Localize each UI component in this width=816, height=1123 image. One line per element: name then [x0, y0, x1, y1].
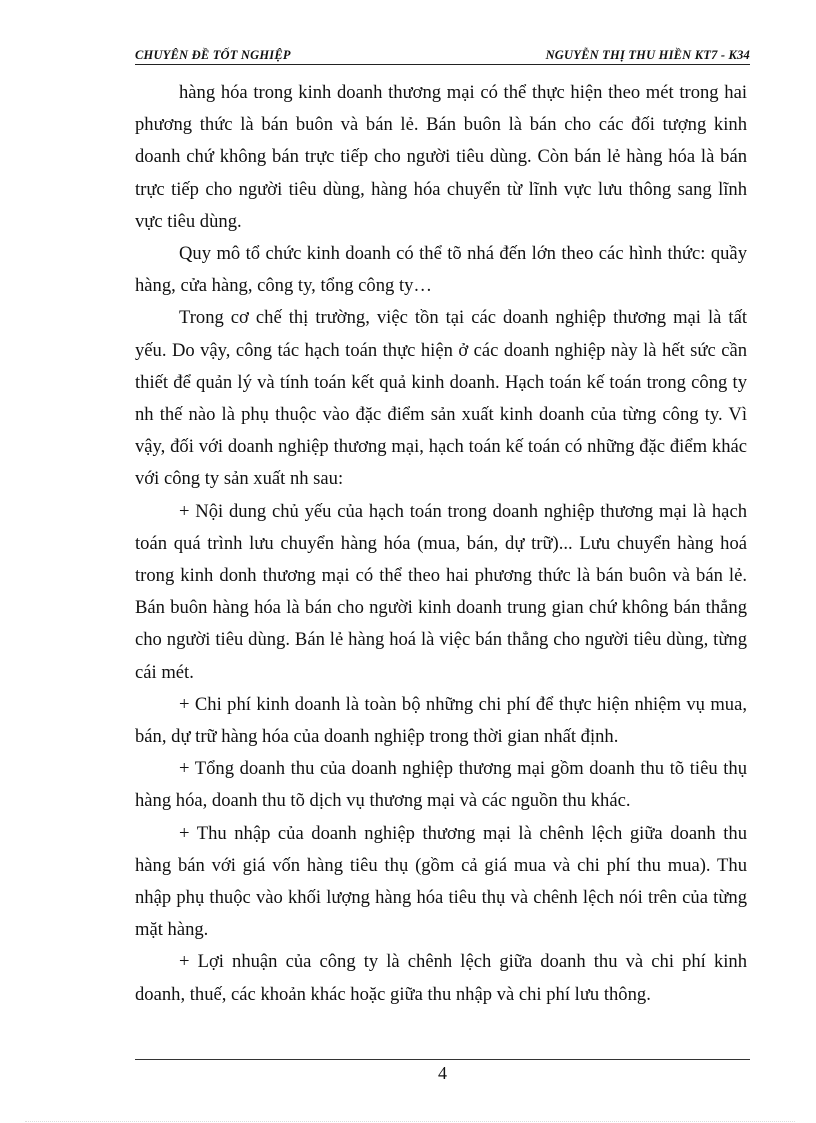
paragraph: Quy mô tổ chức kinh doanh có thể tõ nhá đến lớn theo các hình thức: quầy hàng, cửa hàng, công ty, tổng công ty…	[135, 243, 747, 297]
page-edge-divider	[25, 1121, 795, 1122]
paragraph: hàng hóa trong kinh doanh thương mại có thể thực hiện theo mét trong hai phương thức là bán buôn và bán lẻ. Bán buôn là bán cho các đối tượng kinh doanh chứ không bán trực tiếp cho người tiêu dùng. Còn bán lẻ hàng hóa là bán trực tiếp cho người tiêu dùng, hàng hóa chuyển từ lĩnh vực lưu thông sang lĩnh vực tiêu dùng.	[135, 82, 747, 232]
header-title: CHUYÊN ĐỀ TỐT NGHIỆP	[135, 48, 291, 62]
paragraph: + Chi phí kinh doanh là toàn bộ những chi phí để thực hiện nhiệm vụ mua, bán, dự trữ hàng hóa của doanh nghiệp trong thời gian nhất định.	[135, 693, 747, 748]
paragraph: + Thu nhập của doanh nghiệp thương mại là chênh lệch giữa doanh thu hàng bán với giá vốn hàng tiêu thụ (gồm cả giá mua và chi phí thu mua). Thu nhập phụ thuộc vào khối lượng hàng hóa tiêu thụ và chênh lệch nói trên của từng mặt hàng.	[135, 822, 747, 941]
page-header	[135, 44, 750, 65]
page-number: 4	[438, 1063, 447, 1083]
paragraph: + Tổng doanh thu của doanh nghiệp thương mại gồm doanh thu tõ tiêu thụ hàng hóa, doanh thu tõ dịch vụ thương mại và các nguồn thu khác.	[135, 758, 747, 812]
footer-divider	[135, 1059, 750, 1060]
paragraph: + Nội dung chủ yếu của hạch toán trong doanh nghiệp thương mại là hạch toán quá trình lưu chuyển hàng hóa (mua, bán, dự trữ)... Lưu chuyển hàng hoá trong kinh donh thương mại có thể theo hai phương thức là bán buôn và bán lẻ. Bán buôn hàng hóa là bán cho người kinh doanh trung gian chứ không bán thẳng cho người tiêu dùng. Bán lẻ hàng hoá là việc bán thẳng cho người tiêu dùng, từng cái mét.	[135, 500, 747, 683]
paragraph: Trong cơ chế thị trường, việc tồn tại các doanh nghiệp thương mại là tất yếu. Do vậy, công tác hạch toán thực hiện ở các doanh nghiệp này là hết sức cần thiết để quản lý và tính toán kết quả kinh doanh. Hạch toán kế toán trong công ty nh thế nào là phụ thuộc vào đặc điểm sản xuất kinh doanh của từng công ty. Vì vậy, đối với doanh nghiệp thương mại, hạch toán kế toán có những đặc điểm khác với công ty sản xuất nh sau:	[135, 307, 747, 490]
page-body	[135, 77, 747, 1011]
paragraph: + Lợi nhuận của công ty là chênh lệch giữa doanh thu và chi phí kinh doanh, thuế, các khoản khác hoặc giữa thu nhập và chi phí lưu thông.	[135, 951, 747, 1005]
header-author: NGUYỄN THỊ THU HIỀN KT7 - K34	[545, 48, 750, 62]
